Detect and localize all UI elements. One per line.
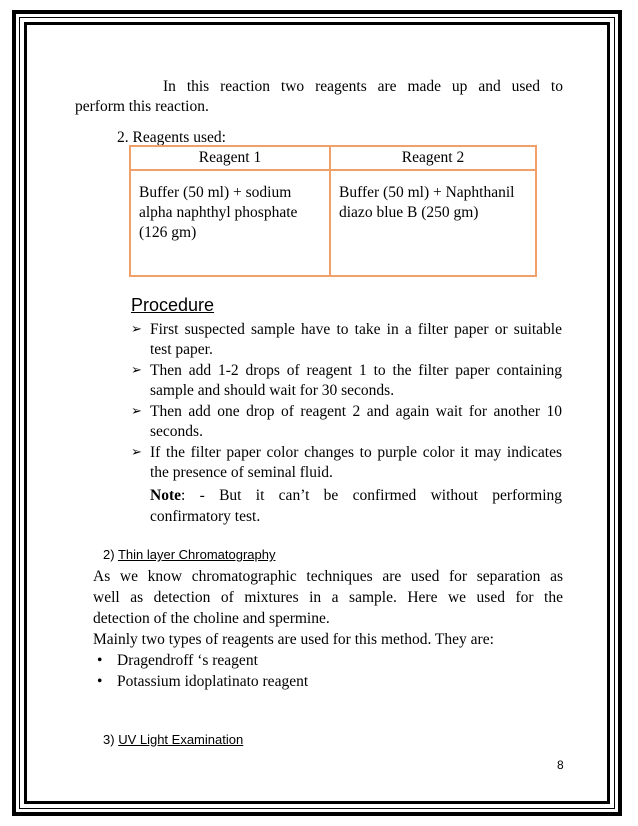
section-2-heading [103,546,275,564]
bullet-dot-icon: • [97,652,103,669]
procedure-item-line: Then add one drop of reagent 2 and again wait for another 10 [150,403,562,420]
reagents-heading: 2. Reagents used: [117,129,226,146]
procedure-heading: Procedure [131,295,215,315]
section-2-line: well as detection of mixtures in a sample. Here we used for the [93,589,563,606]
reagent-1-line: (126 gm) [139,224,197,241]
section-3-heading [103,731,243,749]
reagent-2-line: diazo blue B (250 gm) [339,204,479,221]
procedure-item-line: Then add 1-2 drops of reagent 1 to the filter paper containing [150,362,562,379]
arrow-bullet-icon: ➢ [131,363,142,378]
section-3-title: UV Light Examination [118,732,244,747]
procedure-item-line: If the filter paper color changes to purple color it may indicates [150,444,562,461]
procedure-item-line: test paper. [150,341,213,358]
procedure-item-line: sample and should wait for 30 seconds. [150,382,395,399]
reagent-1-cell [130,170,330,276]
arrow-bullet-icon: ➢ [131,322,142,337]
procedure-item-line: First suspected sample have to take in a filter paper or suitable [150,321,562,338]
arrow-bullet-icon: ➢ [131,404,142,419]
section-3-number: 3) [103,732,115,747]
reagent-2-line: Buffer (50 ml) + Naphthanil [339,184,515,201]
note-label: Note [150,487,181,504]
reagent-table [129,145,537,277]
intro-line-2: perform this reaction. [75,98,209,115]
section-2-line: Mainly two types of reagents are used for this method. They are: [93,631,494,648]
note-text: : - But it can’t be confirmed without performing [181,487,562,504]
reagent-bullet-item: Potassium idoplatinato reagent [117,673,309,690]
note-text-line-2: confirmatory test. [150,508,261,525]
section-2-line: As we know chromatographic techniques are used for separation as [93,568,563,585]
reagent-bullet-item: Dragendroff ‘s reagent [117,652,258,669]
section-2-number: 2) [103,547,115,562]
section-2-title: Thin layer Chromatography [117,547,276,562]
reagent-2-header: Reagent 2 [330,146,536,170]
procedure-item-line: the presence of seminal fluid. [150,464,333,481]
arrow-bullet-icon: ➢ [131,445,142,460]
reagent-1-header: Reagent 1 [130,146,330,170]
procedure-item-line: seconds. [150,423,203,440]
bullet-dot-icon: • [97,673,103,690]
reagent-1-line: alpha naphthyl phosphate [139,204,298,221]
reagent-1-line: Buffer (50 ml) + sodium [139,184,292,201]
reagent-2-cell [330,170,536,276]
procedure-note [150,486,562,506]
section-2-line: detection of the choline and spermine. [93,610,330,627]
intro-line-1: In this reaction two reagents are made up and used to [163,78,563,95]
page-number: 8 [557,758,564,772]
